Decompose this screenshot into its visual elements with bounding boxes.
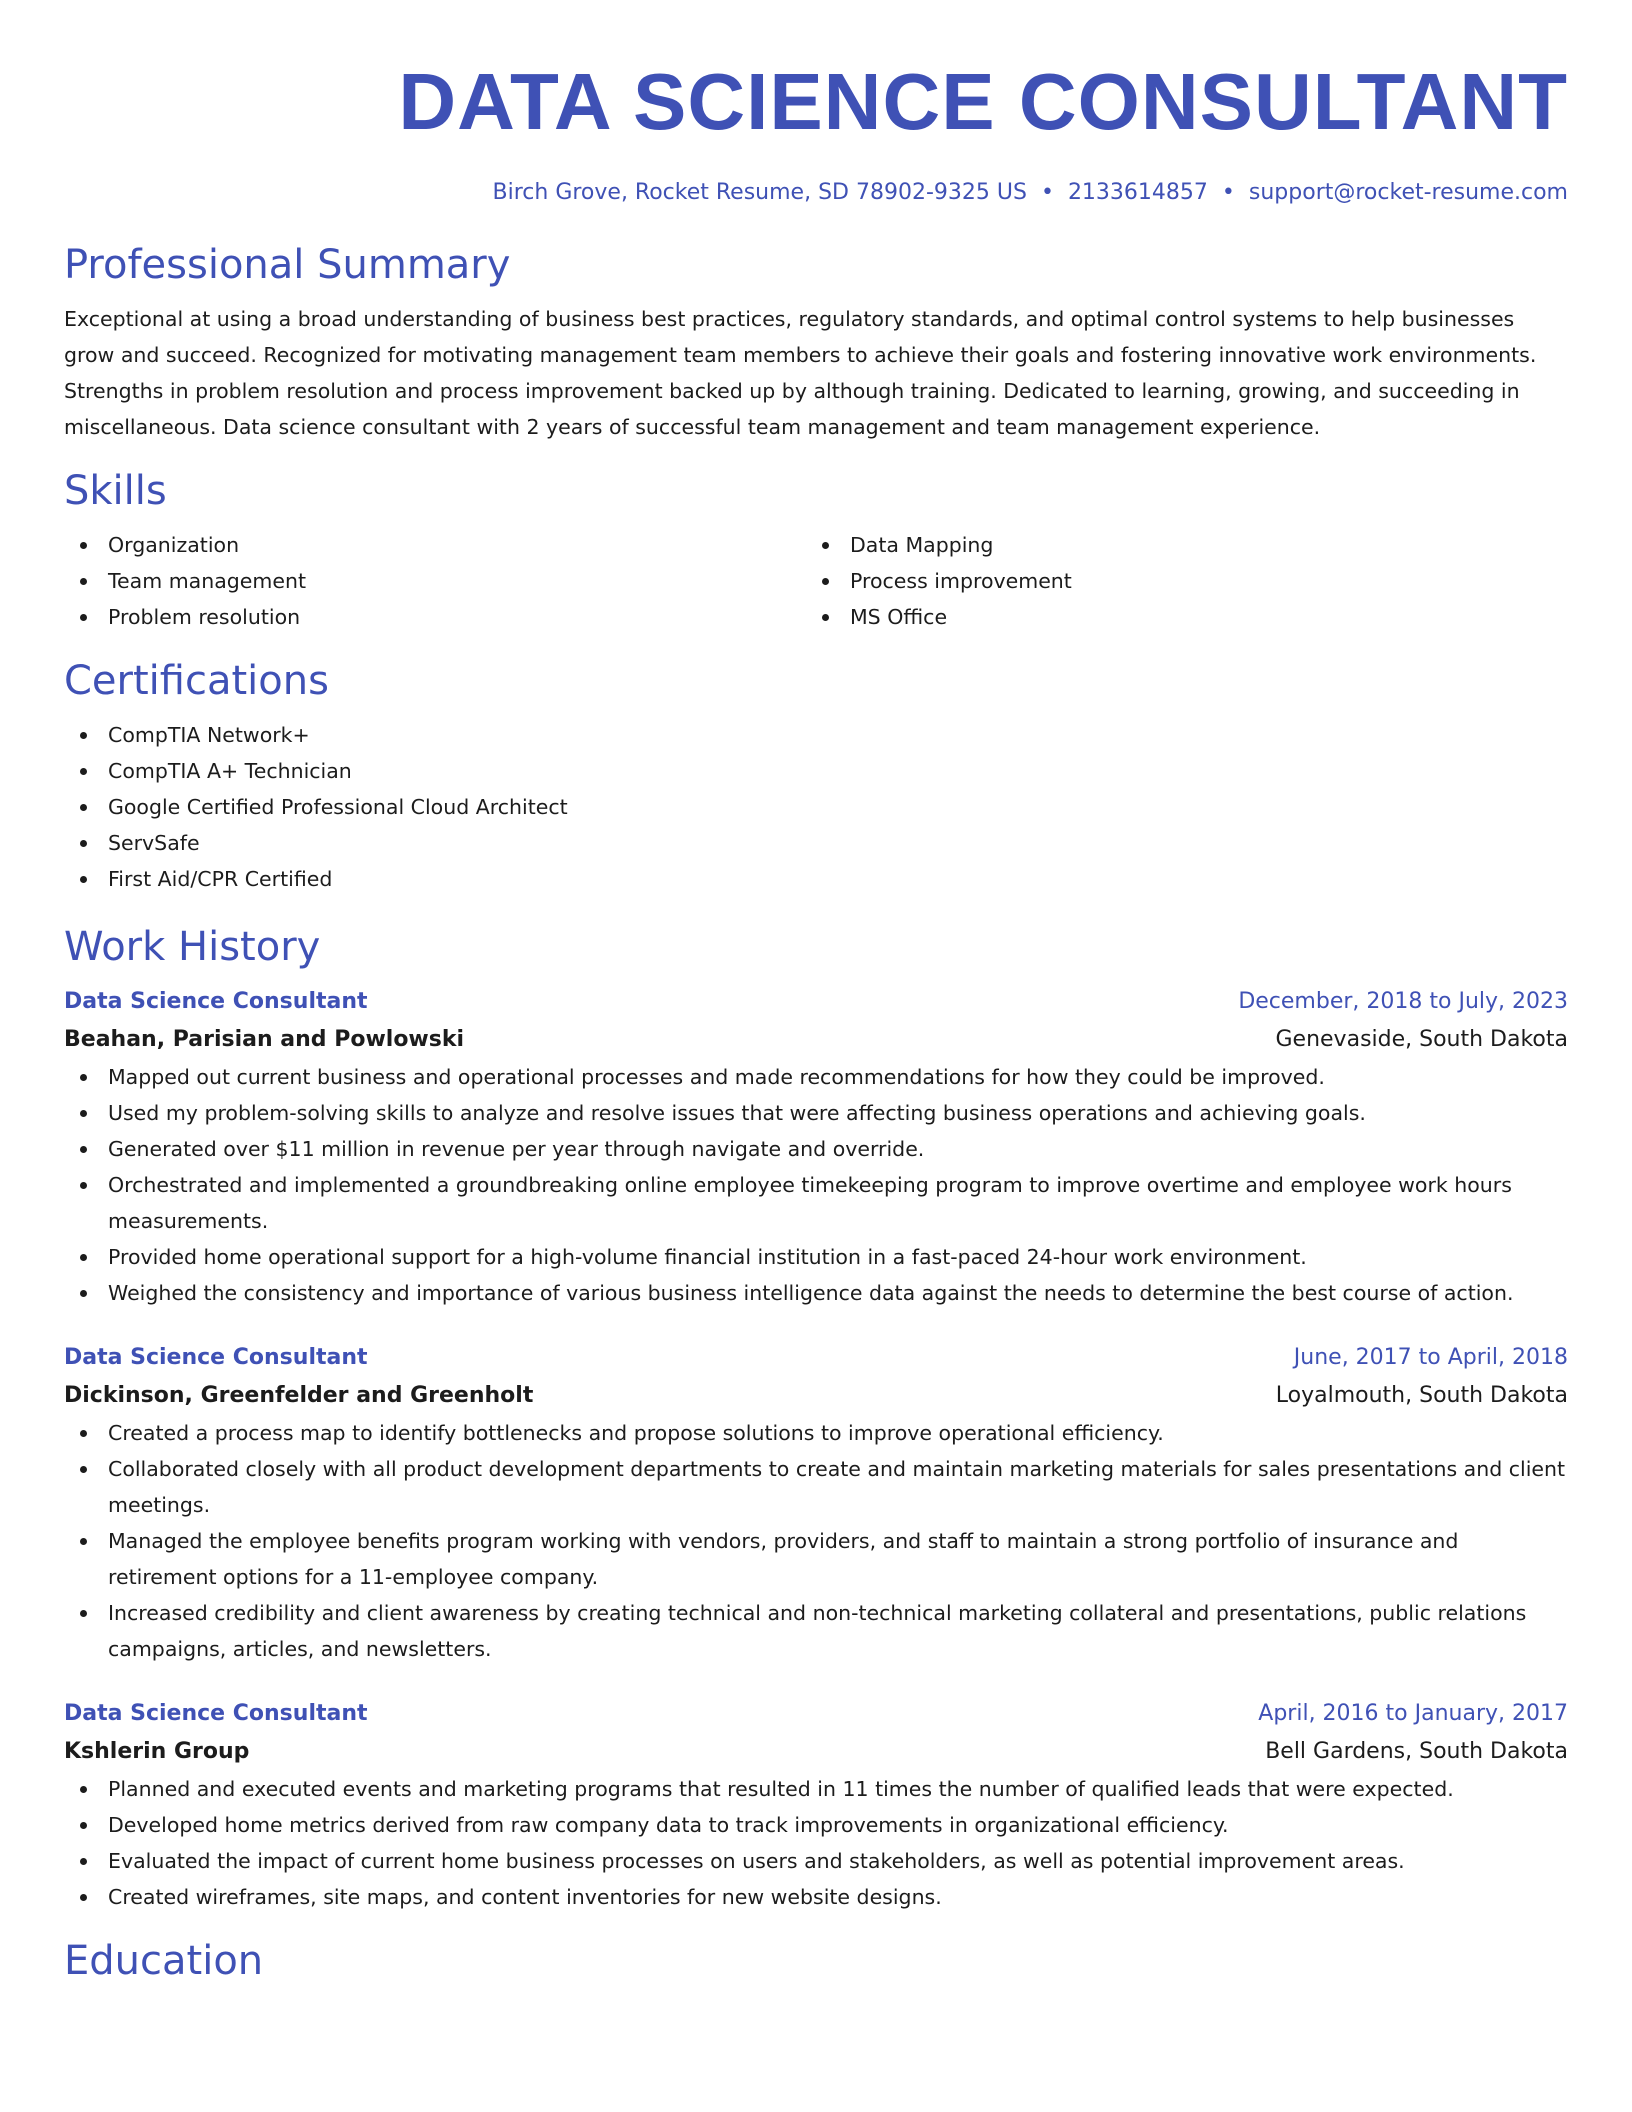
job-bullets — [64, 1771, 1568, 1915]
skill-item: Team management — [64, 563, 806, 599]
work-history-heading: Work History — [64, 924, 321, 970]
job-bullet: Managed the employee benefits program working with vendors, providers, and staff to maintain a strong portfolio of insurance and retirement options for a 11-employee company. — [64, 1523, 1568, 1595]
contact-separator: • — [1040, 180, 1054, 205]
skill-item: Process improvement — [806, 563, 1548, 599]
job-bullets — [64, 1415, 1568, 1667]
certification-item: CompTIA A+ Technician — [64, 753, 1568, 789]
job-title: Data Science Consultant — [64, 1701, 368, 1726]
job-dates: April, 2016 to January, 2017 — [1258, 1701, 1568, 1726]
certifications-heading: Certifications — [64, 658, 329, 704]
job-header — [64, 1695, 1568, 1733]
job-dates: June, 2017 to April, 2018 — [1293, 1345, 1568, 1370]
job-bullet: Mapped out current business and operational processes and made recommendations for how they could be improved. — [64, 1059, 1568, 1095]
skills-list-left — [64, 527, 806, 635]
contact-email: support@rocket-resume.com — [1248, 180, 1568, 205]
skill-item: Data Mapping — [806, 527, 1548, 563]
summary-text: Exceptional at using a broad understanding of business best practices, regulatory standards, and optimal control systems to help businesses grow and succeed. Recognized for motivating management team members to achieve their goals and fostering innovative work environments. Strengths in problem resolution and process improvement backed up by although training. Dedicated to learning, growing, and succeeding in miscellaneous. Data science consultant with 2 years of successful team management and team management experience. — [64, 307, 1537, 439]
skills-heading: Skills — [64, 468, 167, 514]
job-subheader — [64, 1021, 1568, 1059]
resume-page — [64, 0, 1568, 1985]
job-bullets — [64, 1059, 1568, 1311]
job-header — [64, 1339, 1568, 1377]
job-subheader — [64, 1733, 1568, 1771]
skill-item: Problem resolution — [64, 599, 806, 635]
contact-phone: 2133614857 — [1067, 180, 1208, 205]
job-entry — [64, 1695, 1568, 1915]
job-title: Data Science Consultant — [64, 1345, 368, 1370]
skills-grid — [64, 527, 1568, 635]
contact-separator: • — [1221, 180, 1235, 205]
job-bullet: Generated over $11 million in revenue per year through navigate and override. — [64, 1131, 1568, 1167]
education-heading: Education — [64, 1938, 264, 1984]
job-location: Genevaside, South Dakota — [1275, 1027, 1568, 1052]
job-bullet: Used my problem-solving skills to analyze and resolve issues that were affecting business operations and achieving goals. — [64, 1095, 1568, 1131]
job-title: Data Science Consultant — [64, 989, 368, 1014]
certification-item: CompTIA Network+ — [64, 717, 1568, 753]
skills-list-right — [806, 527, 1548, 635]
job-company: Beahan, Parisian and Powlowski — [64, 1027, 465, 1052]
job-entry — [64, 983, 1568, 1311]
skill-item: MS Office — [806, 599, 1548, 635]
job-bullet: Evaluated the impact of current home business processes on users and stakeholders, as well as potential improvement areas. — [64, 1843, 1568, 1879]
job-header — [64, 983, 1568, 1021]
job-bullet: Increased credibility and client awareness by creating technical and non-technical marketing collateral and presentations, public relations campaigns, articles, and newsletters. — [64, 1595, 1568, 1667]
certification-item: Google Certified Professional Cloud Architect — [64, 789, 1568, 825]
job-dates: December, 2018 to July, 2023 — [1238, 989, 1568, 1014]
job-location: Bell Gardens, South Dakota — [1265, 1739, 1568, 1764]
job-bullet: Developed home metrics derived from raw company data to track improvements in organizational efficiency. — [64, 1807, 1568, 1843]
contact-address: Birch Grove, Rocket Resume, SD 78902-9325 US — [492, 180, 1027, 205]
job-location: Loyalmouth, South Dakota — [1275, 1383, 1568, 1408]
contact-line — [64, 178, 1568, 208]
job-bullet: Created a process map to identify bottlenecks and propose solutions to improve operational efficiency. — [64, 1415, 1568, 1451]
job-subheader — [64, 1377, 1568, 1415]
job-entry — [64, 1339, 1568, 1667]
summary-heading: Professional Summary — [64, 242, 511, 288]
job-bullet: Provided home operational support for a high-volume financial institution in a fast-paced 24-hour work environment. — [64, 1239, 1568, 1275]
skill-item: Organization — [64, 527, 806, 563]
job-bullet: Collaborated closely with all product development departments to create and maintain marketing materials for sales presentations and client meetings. — [64, 1451, 1568, 1523]
certification-item: First Aid/CPR Certified — [64, 861, 1568, 897]
resume-title: DATA SCIENCE CONSULTANT — [398, 57, 1568, 146]
job-company: Dickinson, Greenfelder and Greenholt — [64, 1383, 534, 1408]
job-bullet: Orchestrated and implemented a groundbreaking online employee timekeeping program to improve overtime and employee work hours measurements. — [64, 1167, 1568, 1239]
certification-item: ServSafe — [64, 825, 1568, 861]
job-bullet: Weighed the consistency and importance of various business intelligence data against the needs to determine the best course of action. — [64, 1275, 1568, 1311]
certifications-list — [64, 717, 1568, 897]
job-bullet: Planned and executed events and marketing programs that resulted in 11 times the number of qualified leads that were expected. — [64, 1771, 1568, 1807]
job-company: Kshlerin Group — [64, 1739, 250, 1764]
job-bullet: Created wireframes, site maps, and content inventories for new website designs. — [64, 1879, 1568, 1915]
